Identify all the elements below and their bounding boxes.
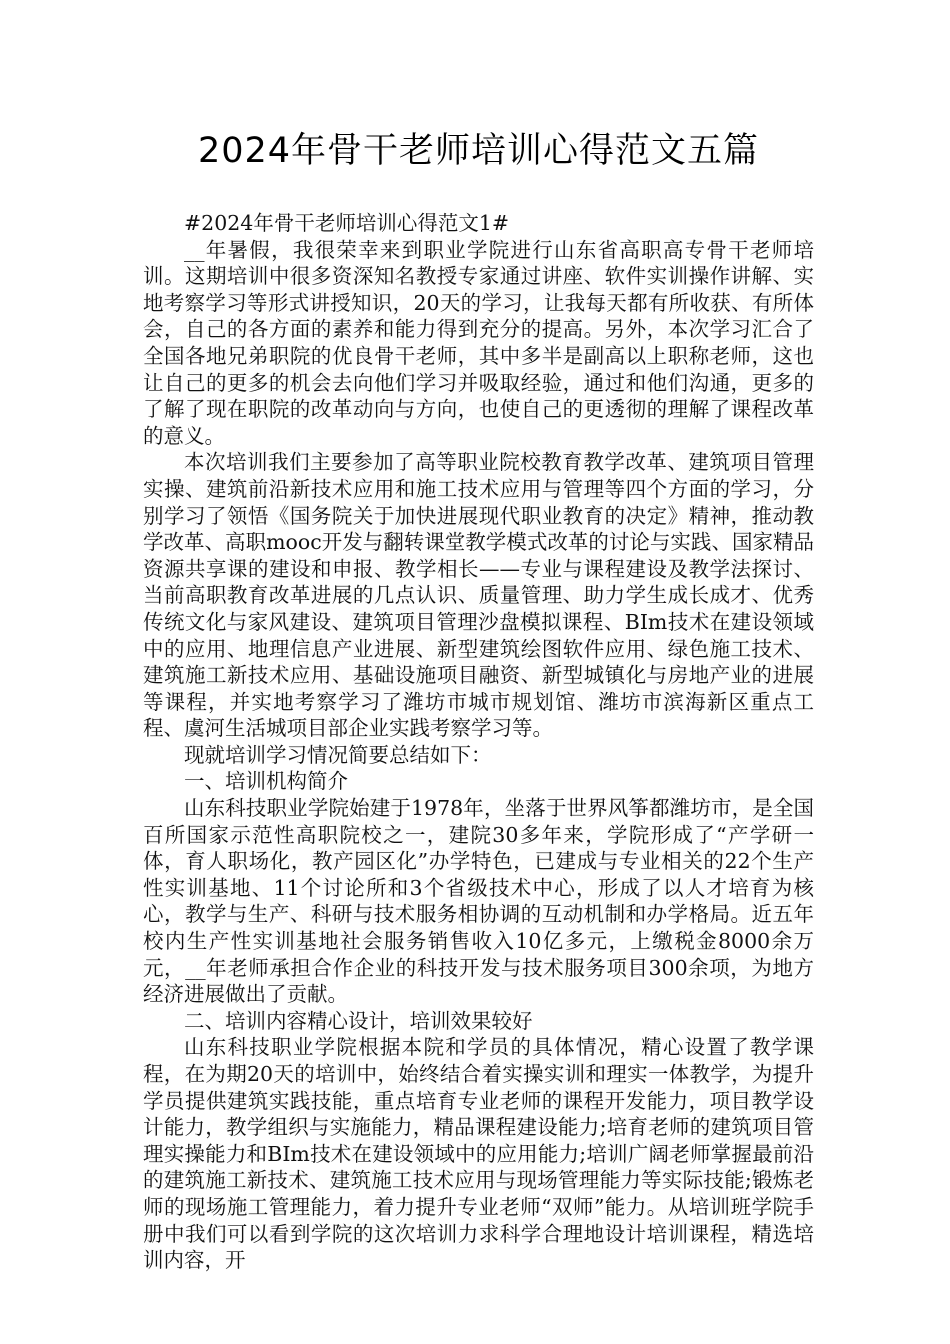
subheading: 一、培训机构简介 — [184, 769, 348, 794]
paragraph: 本次培训我们主要参加了高等职业院校教育教学改革、建筑项目管理实操、建筑前沿新技术应用和施工技术应用与管理等四个方面的学习，分别学习了领悟《国务院关于加快进展现代职业教育的决定》精神，推动教学改革、高职mooc开发与翻转课堂教学模式改革的讨论与实践、国家精品资源共享课的建设和申报、教学相长——专业与课程建设及教学法探讨、当前高职教育改革进展的几点认识、质量管理、助力学生成长成才、优秀传统文化与家风建设、建筑项目管理沙盘模拟课程、BIm技术在建设领域中的应用、地理信息产业进展、新型建筑绘图软件应用、绿色施工技术、建筑施工新技术应用、基础设施项目融资、新型城镇化与房地产业的进展等课程，并实地考察学习了潍坊市城市规划馆、潍坊市滨海新区重点工程、虞河生活城项目部企业实践考察学习等。 — [143, 450, 814, 741]
subheading: 二、培训内容精心设计，培训效果较好 — [184, 1008, 533, 1033]
paragraph: 山东科技职业学院始建于1978年，坐落于世界风筝都潍坊市，是全国百所国家示范性高职院校之一，建院30多年来，学院形成了“产学研一体，育人职场化，教产园区化”办学特色，已建成与专业相关的22个生产性实训基地、11个讨论所和3个省级技术中心，形成了以人才培育为核心，教学与生产、科研与技术服务相协调的互动机制和办学格局。近五年校内生产性实训基地社会服务销售收入10亿多元，上缴税金8000余万元，__年老师承担合作企业的科技开发与技术服务项目300余项，为地方经济进展做出了贡献。 — [143, 796, 814, 1007]
paragraph: 山东科技职业学院根据本院和学员的具体情况，精心设置了教学课程，在为期20天的培训中，始终结合着实操实训和理实一体教学，为提升学员提供建筑实践技能，重点培育专业老师的课程开发能力，项目教学设计能力，教学组织与实施能力，精品课程建设能力;培育老师的建筑项目管理实操能力和BIm技术在建设领域中的应用能力;培训广阔老师掌握最前沿的建筑施工新技术、建筑施工技术应用与现场管理能力等实际技能;锻炼老师的现场施工管理能力，着力提升专业老师“双师”能力。从培训班学院手册中我们可以看到学院的这次培训力求科学合理地设计培训课程，精选培训内容，开 — [143, 1035, 814, 1273]
paragraph: 现就培训学习情况简要总结如下： — [184, 742, 492, 767]
document-body — [143, 210, 814, 1274]
document-title: 2024年骨干老师培训心得范文五篇 — [197, 131, 760, 171]
paragraph: __年暑假，我很荣幸来到职业学院进行山东省高职高专骨干老师培训。这期培训中很多资深知名教授专家通过讲座、软件实训操作讲解、实地考察学习等形式讲授知识，20天的学习，让我每天都有所收获、有所体会，自己的各方面的素养和能力得到充分的提高。另外，本次学习汇合了全国各地兄弟职院的优良骨干老师，其中多半是副高以上职称老师，这也让自己的更多的机会去向他们学习并吸取经验，通过和他们沟通，更多的了解了现在职院的改革动向与方向，也使自己的更透彻的理解了课程改革的意义。 — [143, 237, 814, 448]
section-heading-1: #2024年骨干老师培训心得范文1# — [184, 211, 510, 235]
